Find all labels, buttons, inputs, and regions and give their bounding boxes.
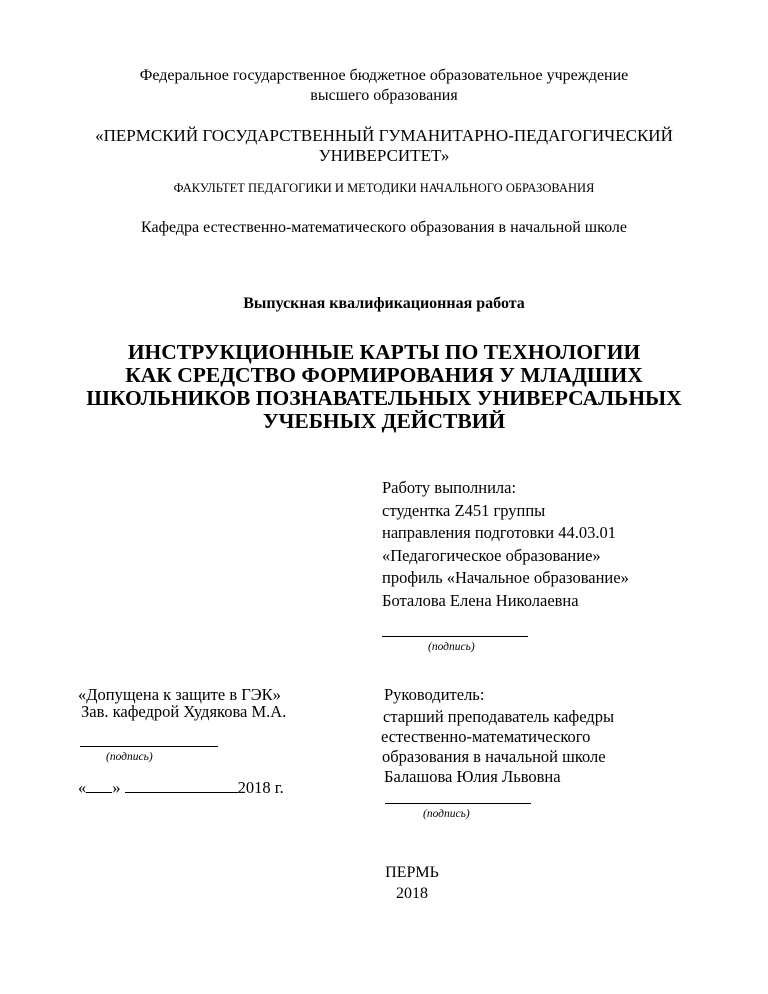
supervisor-signature-line [385, 803, 531, 804]
admission-year: 2018 г. [237, 778, 284, 797]
author-name: Боталова Елена Николаевна [382, 590, 579, 610]
admission-date [78, 777, 284, 800]
university-line-1: «ПЕРМСКИЙ ГОСУДАРСТВЕННЫЙ ГУМАНИТАРНО-ПЕДАГОГИЧЕСКИЙ [95, 126, 673, 145]
author-direction: направления подготовки 44.03.01 [382, 523, 616, 542]
author-label: Работу выполнила: [382, 478, 517, 497]
date-close-quote: » [112, 778, 121, 797]
thesis-title-line-1: ИНСТРУКЦИОННЫЕ КАРТЫ ПО ТЕХНОЛОГИИ [127, 340, 641, 364]
author-block [382, 477, 629, 612]
supervisor-department-2: образования в начальной школе [382, 747, 606, 766]
author-group: студентка Z451 группы [382, 500, 546, 520]
institution-line-1: Федеральное государственное бюджетное образовательное учреждение [139, 67, 629, 84]
date-open-quote: « [78, 778, 87, 797]
author-signature-caption: (подпись) [428, 641, 475, 653]
admission-signature-caption: (подпись) [106, 751, 153, 763]
supervisor-label: Руководитель: [384, 685, 485, 704]
month-blank [125, 778, 238, 793]
work-type: Выпускная квалификационная работа [243, 295, 525, 312]
year: 2018 [396, 885, 428, 902]
admission-signature-line [80, 746, 218, 747]
faculty-name: ФАКУЛЬТЕТ ПЕДАГОГИКИ И МЕТОДИКИ НАЧАЛЬНОГО ОБРАЗОВАНИЯ [173, 181, 595, 195]
day-blank [86, 778, 112, 793]
author-profile: профиль «Начальное образование» [382, 568, 629, 587]
thesis-title-line-2: КАК СРЕДСТВО ФОРМИРОВАНИЯ У МЛАДШИХ [125, 363, 643, 387]
admission-head: Зав. кафедрой Худякова М.А. [81, 702, 287, 721]
author-signature-line [382, 636, 528, 637]
institution-line-2: высшего образования [310, 87, 458, 104]
thesis-title-line-3: ШКОЛЬНИКОВ ПОЗНАВАТЕЛЬНЫХ УНИВЕРСАЛЬНЫХ [86, 386, 682, 410]
admission-status: «Допущена к защите в ГЭК» [78, 685, 281, 704]
supervisor-signature-caption: (подпись) [423, 808, 470, 820]
university-line-2: УНИВЕРСИТЕТ» [318, 146, 450, 165]
supervisor-position: старший преподаватель кафедры [383, 707, 615, 726]
supervisor-name: Балашова Юлия Львовна [384, 767, 561, 786]
author-program: «Педагогическое образование» [382, 545, 601, 565]
thesis-title-line-4: УЧЕБНЫХ ДЕЙСТВИЙ [262, 409, 506, 433]
city: ПЕРМЬ [385, 864, 439, 881]
supervisor-department-1: естественно-математического [381, 727, 591, 746]
department-name: Кафедра естественно-математического образования в начальной школе [141, 219, 627, 236]
